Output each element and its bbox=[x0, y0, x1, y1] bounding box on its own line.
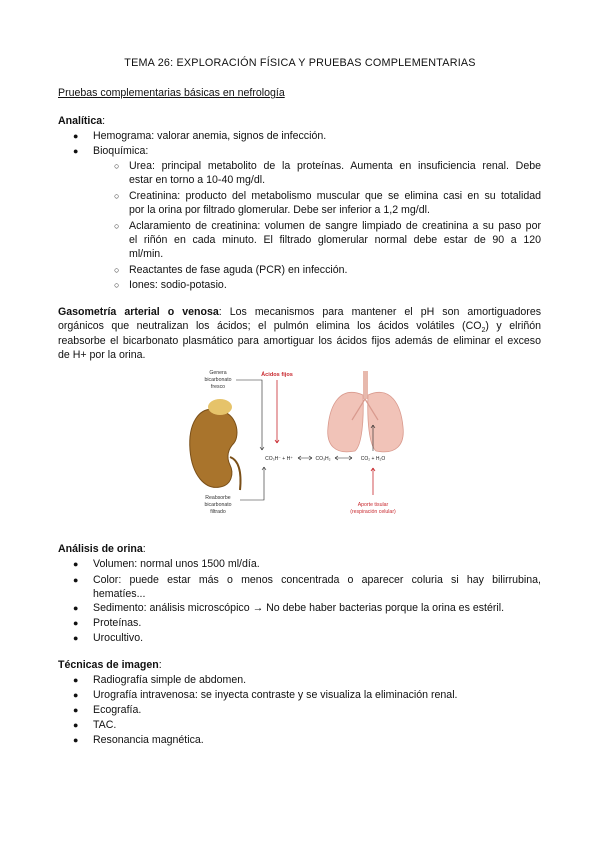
sub-item-line: Reactantes de fase aguda (PCR) en infección. bbox=[129, 264, 348, 276]
bullet-icon: ● bbox=[73, 575, 79, 585]
sub-item-line: Iones: sodio-potasio. bbox=[129, 279, 227, 291]
analitica-heading-colon: : bbox=[102, 115, 106, 127]
label-reabsorbe: filtrado bbox=[210, 509, 226, 515]
list-item: Urocultivo. bbox=[93, 632, 144, 644]
eq-bicarbonate: CO₃H⁻ + H⁺ bbox=[265, 456, 293, 462]
list-item: Radiografía simple de abdomen. bbox=[93, 674, 247, 686]
imagen-heading bbox=[58, 659, 162, 671]
acid-base-figure bbox=[180, 365, 420, 525]
list-item: Volumen: normal unos 1500 ml/día. bbox=[93, 558, 260, 570]
imagen-heading-text: Técnicas de imagen bbox=[58, 659, 159, 671]
list-item: Resonancia magnética. bbox=[93, 734, 204, 746]
paragraph-text: orgánicos que neutralizan los ácidos; el pulmón elimina los ácidos volátiles (CO bbox=[58, 320, 482, 332]
label-aporte: (respiración celular) bbox=[350, 509, 396, 515]
sub-item-line: Creatinina: producto del metabolismo muscular que se elimina casi en su totalidad bbox=[129, 190, 541, 202]
bullet-icon: ● bbox=[73, 720, 79, 730]
label-reabsorbe: Reabsorbe bbox=[205, 495, 231, 501]
eq-co2-water: CO₂ + H₂O bbox=[360, 456, 386, 462]
kidney-illustration bbox=[190, 399, 241, 490]
subbullet-icon: ○ bbox=[114, 221, 120, 231]
sub-item-line: estar en torno a 10-40 mg/dl. bbox=[129, 174, 266, 186]
sub-item-line: el riñón en cada minuto. El filtrado glomerular normal debe estar de 90 a 120 bbox=[129, 234, 541, 246]
analitica-heading bbox=[58, 115, 105, 127]
lungs-illustration bbox=[328, 371, 404, 452]
list-item: Sedimento: análisis microscópico → No debe haber bacterias porque la orina es estéril. bbox=[93, 602, 505, 614]
list-item: Proteínas. bbox=[93, 617, 142, 629]
bullet-icon: ● bbox=[73, 603, 79, 613]
bullet-icon: ● bbox=[73, 675, 79, 685]
sub-item-line: ml/min. bbox=[129, 248, 164, 260]
label-genera: fresco bbox=[210, 384, 226, 390]
bullet-icon: ● bbox=[73, 690, 79, 700]
list-item: hematíes... bbox=[93, 588, 146, 600]
paragraph-text: ) y elriñón bbox=[485, 320, 542, 332]
paragraph-line bbox=[58, 306, 541, 319]
orina-heading bbox=[58, 543, 146, 555]
orina-heading-text: Análisis de orina bbox=[58, 543, 143, 555]
sub-item-line: Aclaramiento de creatinina: volumen de sangre limpiado de creatinina a su paso por bbox=[129, 220, 541, 232]
analitica-heading-text: Analítica bbox=[58, 115, 103, 127]
subbullet-icon: ○ bbox=[114, 280, 120, 290]
list-item: TAC. bbox=[93, 719, 117, 731]
section-subtitle: Pruebas complementarias básicas en nefrología bbox=[58, 87, 285, 99]
bullet-icon: ● bbox=[73, 633, 79, 643]
sub-item-line: Urea: principal metabolito de la proteínas. Aumenta en insuficiencia renal. Debe bbox=[129, 160, 541, 172]
bullet-icon: ● bbox=[73, 618, 79, 628]
bullet-icon: ● bbox=[73, 146, 79, 156]
bullet-icon: ● bbox=[73, 559, 79, 569]
paragraph-line: reabsorbe el bicarbonato plasmático para amortiguar los ácidos fijos además de eliminar el exceso bbox=[58, 335, 541, 347]
eq-carbonic-acid: CO₃H₂ bbox=[315, 456, 331, 462]
bullet-icon: ● bbox=[73, 735, 79, 745]
list-item: Bioquímica: bbox=[93, 145, 149, 157]
bullet-icon: ● bbox=[73, 131, 79, 141]
label-reabsorbe: bicarbonato bbox=[204, 502, 232, 508]
orina-heading-colon: : bbox=[142, 543, 146, 555]
label-genera: bicarbonato bbox=[204, 377, 232, 383]
gasometria-heading: Gasometría arterial o venosa bbox=[58, 306, 219, 318]
page-title: TEMA 26: EXPLORACIÓN FÍSICA Y PRUEBAS COMPLEMENTARIAS bbox=[124, 57, 476, 69]
bullet-icon: ● bbox=[73, 705, 79, 715]
list-item: Urografía intravenosa: se inyecta contraste y se visualiza la eliminación renal. bbox=[93, 689, 458, 701]
label-aporte: Aporte tisular bbox=[357, 502, 389, 508]
subbullet-icon: ○ bbox=[114, 265, 120, 275]
subbullet-icon: ○ bbox=[114, 161, 120, 171]
subscript: 2 bbox=[481, 327, 486, 335]
sub-item-line: por la orina por filtrado glomerular. Debe ser inferior a 1,2 mg/dl. bbox=[129, 204, 430, 216]
imagen-heading-colon: : bbox=[158, 659, 162, 671]
list-item: Hemograma: valorar anemia, signos de infección. bbox=[93, 130, 327, 142]
paragraph-line: de H+ por la orina. bbox=[58, 349, 146, 361]
subbullet-icon: ○ bbox=[114, 191, 120, 201]
paragraph-text: : Los mecanismos para mantener el pH son amortiguadores bbox=[218, 306, 542, 318]
list-item: Ecografía. bbox=[93, 704, 142, 716]
label-genera: Genera bbox=[209, 370, 227, 376]
label-acidos-fijos: Ácidos fijos bbox=[261, 372, 293, 378]
list-item: Color: puede estar más o menos concentrada o aparecer coluria si hay bilirrubina, bbox=[93, 574, 541, 586]
